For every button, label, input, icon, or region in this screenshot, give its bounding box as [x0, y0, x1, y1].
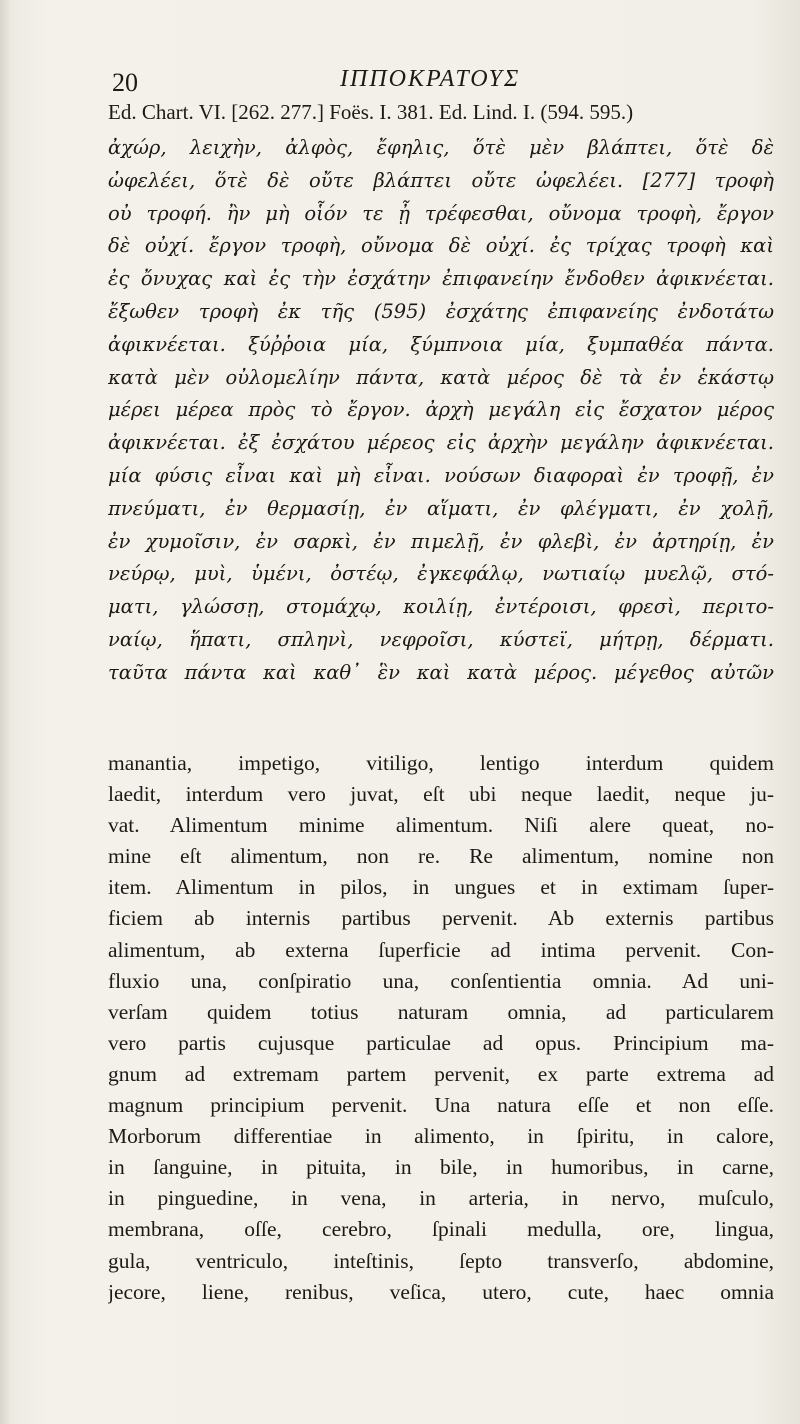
- greek-line: ματι, γλώσσῃ, στομάχῳ, κοιλίῃ, ἐντέροισι, φρεσὶ, περιτο-: [108, 595, 774, 619]
- page-gutter-shadow: [0, 0, 12, 1424]
- latin-line: jecore, liene, renibus, veſica, utero, cute, haec omnia: [108, 1279, 774, 1304]
- latin-line: vat. Alimentum minime alimentum. Niſi alere queat, no-: [108, 813, 774, 838]
- greek-line: ναίῳ, ἥπατι, σπληνὶ, νεφροῖσι, κύστεϊ, μήτρῃ, δέρματι.: [108, 627, 774, 651]
- greek-line: πνεύματι, ἐν θερμασίῃ, ἐν αἵματι, ἐν φλέγματι, ἐν χολῇ,: [108, 496, 774, 520]
- greek-line: ἀφικνέεται. ξύῤῥοια μία, ξύμπνοια μία, ξυμπαθέα πάντα.: [108, 332, 774, 356]
- latin-line: in ſanguine, in pituita, in bile, in humoribus, in carne,: [108, 1155, 774, 1180]
- latin-line: alimentum, ab externa ſuperficie ad intima pervenit. Con-: [108, 937, 774, 962]
- page-number: 20: [112, 68, 138, 97]
- greek-line: οὐ τροφή. ἢν μὴ οἷόν τε ᾖ τρέφεσθαι, οὔνομα τροφὴ, ἔργον: [108, 201, 774, 225]
- greek-line: ἐς ὄνυχας καὶ ἐς τὴν ἐσχάτην ἐπιφανείην ἔνδοθεν ἀφικνέεται.: [108, 267, 774, 291]
- running-title: ΙΠΠΟΚΡΑΤΟΥΣ: [340, 66, 521, 92]
- latin-line: mine eſt alimentum, non re. Re alimentum, nomine non: [108, 844, 774, 869]
- latin-line: fluxio una, conſpiratio una, conſentientia omnia. Ad uni-: [108, 968, 774, 993]
- greek-line: ταῦτα πάντα καὶ καθ᾽ ἓν καὶ κατὰ μέρος. μέγεθος αὐτῶν: [108, 660, 774, 684]
- greek-line: κατὰ μὲν οὐλομελίην πάντα, κατὰ μέρος δὲ τὰ ἐν ἑκάστῳ: [108, 365, 774, 389]
- greek-line: δὲ οὐχί. ἔργον τροφὴ, οὔνομα δὲ οὐχί. ἐς τρίχας τροφὴ καὶ: [108, 234, 774, 258]
- latin-line: in pinguedine, in vena, in arteria, in nervo, muſculo,: [108, 1186, 774, 1211]
- page-header: [108, 62, 770, 97]
- greek-line: ὠφελέει, ὅτὲ δὲ οὔτε βλάπτει οὔτε ὠφελέει. [277] τροφὴ: [108, 168, 774, 192]
- latin-line: item. Alimentum in pilos, in ungues et in extimam ſuper-: [108, 875, 774, 900]
- latin-line: vero partis cujusque particulae ad opus. Principium ma-: [108, 1030, 774, 1055]
- latin-line: magnum principium pervenit. Una natura eſſe et non eſſe.: [108, 1093, 774, 1118]
- latin-line: gula, ventriculo, inteſtinis, ſepto transverſo, abdomine,: [108, 1248, 774, 1273]
- latin-line: verſam quidem totius naturam omnia, ad particularem: [108, 999, 774, 1024]
- greek-line: ἀχώρ, λειχὴν, ἀλφὸς, ἔφηλις, ὅτὲ μὲν βλάπτει, ὅτὲ δὲ: [108, 136, 774, 159]
- latin-line: laedit, interdum vero juvat, eſt ubi neque laedit, neque ju-: [108, 782, 774, 807]
- latin-line: manantia, impetigo, vitiligo, lentigo interdum quidem: [108, 751, 774, 775]
- latin-line: gnum ad extremam partem pervenit, ex parte extrema ad: [108, 1061, 774, 1086]
- greek-line: μέρει μέρεα πρὸς τὸ ἔργον. ἀρχὴ μεγάλη εἰς ἔσχατον μέρος: [108, 398, 774, 422]
- latin-line: ficiem ab internis partibus pervenit. Ab externis partibus: [108, 906, 774, 931]
- greek-line: ἔξωθεν τροφὴ ἐκ τῆς (595) ἐσχάτης ἐπιφανείης ἐνδοτάτω: [108, 299, 774, 323]
- greek-line: ἐν χυμοῖσιν, ἐν σαρκὶ, ἐν πιμελῇ, ἐν φλεβὶ, ἐν ἀρτηρίῃ, ἐν: [108, 529, 774, 553]
- latin-line: Morborum differentiae in alimento, in ſpiritu, in calore,: [108, 1124, 774, 1149]
- greek-line: νεύρῳ, μυὶ, ὑμένι, ὀστέῳ, ἐγκεφάλῳ, νωτιαίῳ μυελῷ, στό-: [108, 562, 774, 586]
- greek-line: μία φύσις εἶναι καὶ μὴ εἶναι. νούσων διαφοραὶ ἐν τροφῇ, ἐν: [108, 463, 774, 487]
- latin-line: membrana, oſſe, cerebro, ſpinali medulla, ore, lingua,: [108, 1217, 774, 1242]
- latin-text-block: [108, 748, 774, 1308]
- greek-line: ἀφικνέεται. ἐξ ἐσχάτου μέρεος εἰς ἀρχὴν μεγάλην ἀφικνέεται.: [108, 431, 774, 455]
- edition-reference-line: Ed. Chart. VI. [262. 277.] Foës. I. 381. Ed. Lind. I. (594. 595.): [108, 100, 634, 124]
- greek-text-block: [108, 132, 774, 690]
